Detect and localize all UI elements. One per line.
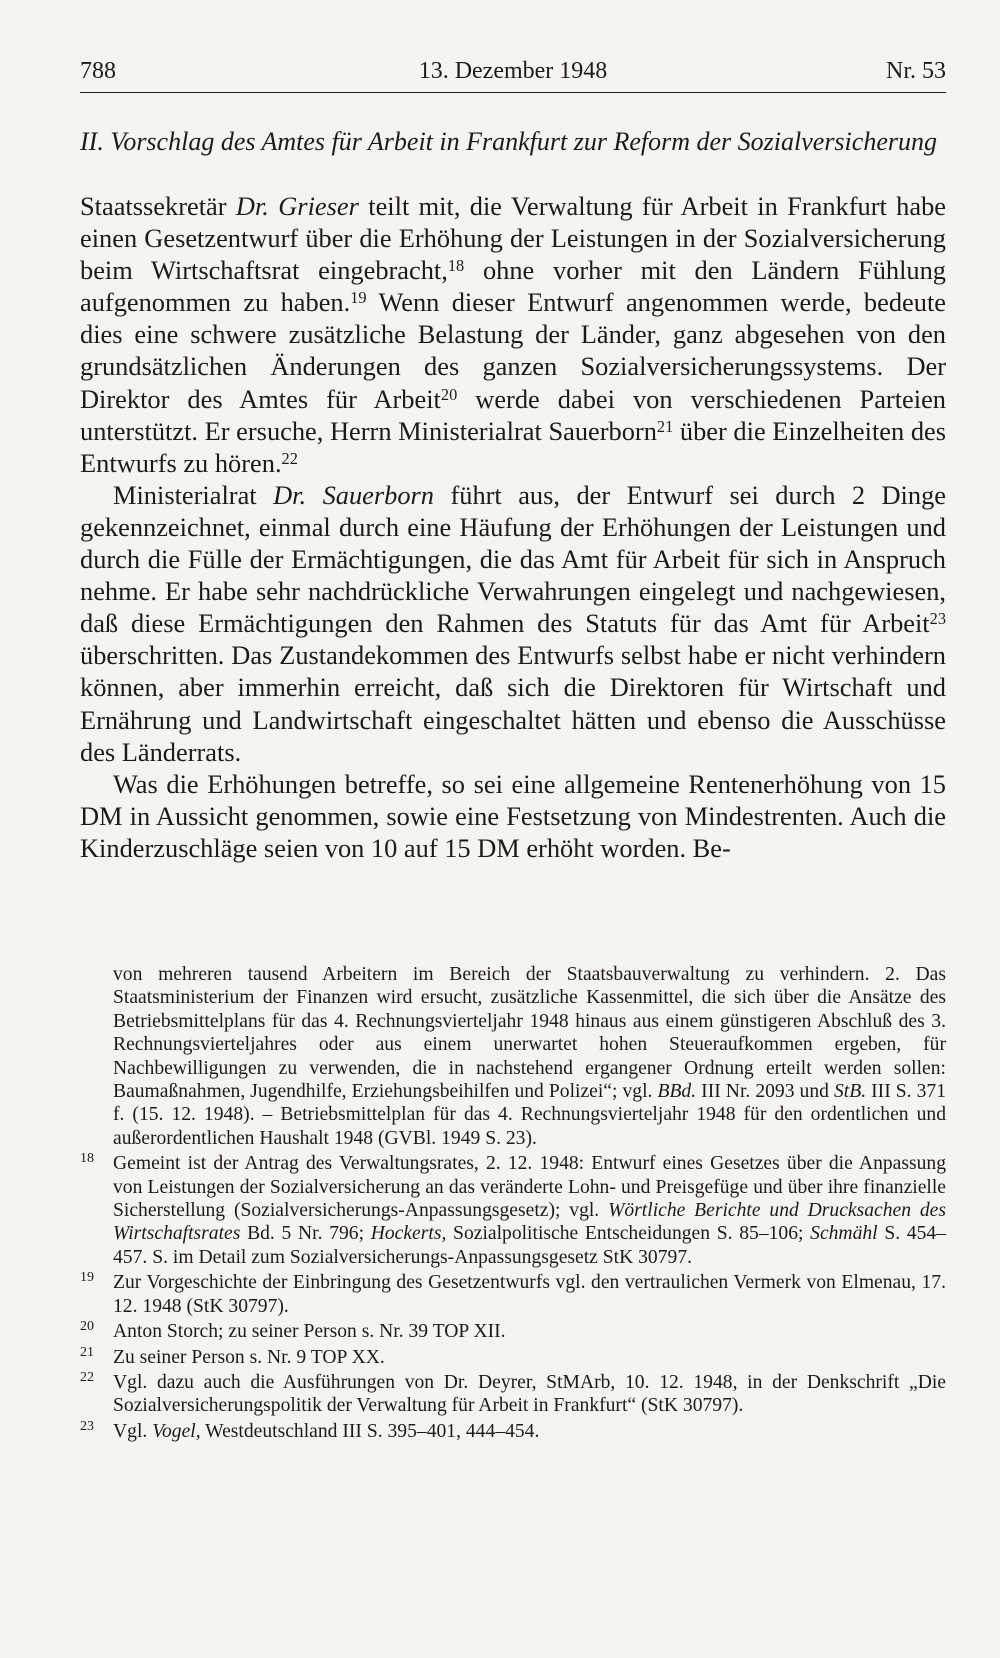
citation-italic: Schmähl xyxy=(810,1223,878,1245)
text-run: Vgl. dazu auch die Ausführungen von Dr. Deyrer, StMArb, 10. 12. 1948, in der Denkschrift „Die Sozialversicherungspolitik der Verwaltung für Arbeit in Frankfurt“ (StK 30797). xyxy=(113,1371,946,1417)
citation-italic: Vogel, xyxy=(152,1420,201,1442)
text-run: S. 454–457. S. im Detail zum Sozialversicherungs-Anpassungsgesetz StK 30797. xyxy=(113,1223,946,1268)
footnote-23 xyxy=(80,1420,946,1443)
section-title: II. Vorschlag des Amtes für Arbeit in Frankfurt zur Reform der Sozialversicherung xyxy=(80,127,937,156)
footnotes xyxy=(80,963,946,1445)
text-run: Staatssekretär xyxy=(80,191,236,221)
footnote-ref-18[interactable]: 18 xyxy=(447,256,465,276)
footnote-number: 21 xyxy=(80,1344,94,1360)
footnote-continuation xyxy=(80,963,946,1150)
text-run: III S. 371 f. (15. 12. 1948). – Betriebsmittelplan für das 4. Rechnungsvierteljahr 1948 für den ordentlichen und außerordentlichen Haushalt 1948 (GVBl. 1949 S. 23). xyxy=(113,1081,947,1149)
text-run: Ministerialrat xyxy=(113,479,274,510)
paragraph-2 xyxy=(80,479,946,768)
text-run: Anton Storch; zu seiner Person s. Nr. 39 TOP XII. xyxy=(113,1321,506,1343)
header-date: 13. Dezember 1948 xyxy=(418,58,608,84)
footnote-20 xyxy=(80,1320,946,1343)
footnote-22 xyxy=(80,1371,946,1418)
paragraph-3: Was die Erhöhungen betreffe, so sei eine allgemeine Rentenerhöhung von 15 DM in Aussicht genommen, sowie eine Festsetzung von Mindestrenten. Auch die Kinderzuschläge seien von 10 auf 15 DM erhöht worden. Be- xyxy=(80,768,946,863)
text-run: Zur Vorgeschichte der Einbringung des Gesetzentwurfs vgl. den vertraulichen Vermerk von Elmenau, 17. 12. 1948 (StK 30797). xyxy=(113,1272,946,1317)
footnote-ref-19[interactable]: 19 xyxy=(350,288,367,308)
footnote-number: 23 xyxy=(80,1418,94,1434)
header-issue-number: Nr. 53 xyxy=(886,58,946,84)
footnote-number: 20 xyxy=(80,1319,94,1335)
footnote-18 xyxy=(80,1152,946,1269)
text-run: Zu seiner Person s. Nr. 9 TOP XX. xyxy=(113,1346,385,1368)
paragraph-1 xyxy=(80,190,946,479)
text-run: teilt mit, die Verwaltung für Arbeit in Frankfurt habe einen Gesetzentwurf über die Erhöhung der Leistungen in der Sozialversicherung beim Wirtschaftsrat eingebracht, xyxy=(80,191,946,286)
running-header xyxy=(80,56,946,93)
person-name: Dr. Sauerborn xyxy=(273,479,434,510)
footnote-19 xyxy=(80,1271,946,1318)
citation-italic: Wörtliche Berichte und Drucksachen des Wirtschaftsrates xyxy=(113,1200,946,1245)
text-run: ohne vorher mit den Ländern Fühlung aufgenommen zu haben. xyxy=(80,255,947,318)
footnote-21 xyxy=(80,1346,946,1369)
main-text xyxy=(80,190,946,864)
text-run: Wenn dieser Entwurf angenommen werde, bedeute dies eine schwere zusätzliche Belastung der Länder, ganz abgesehen von den grundsätzlichen Änderungen des ganzen Sozialversicherungssystems. Der Direktor des Amtes für Arbeit xyxy=(80,287,946,414)
text-run: Vgl. xyxy=(113,1420,153,1442)
text-run: überschritten. Das Zustandekommen des Entwurfs selbst habe er nicht verhindern können, aber immerhin erreicht, daß sich die Direktoren für Wirtschaft und Ernährung und Landwirtschaft eingeschaltet hätten und ebenso die Ausschüsse des Länderrats. xyxy=(80,640,946,767)
text-run: Sozialpolitische Entscheidungen S. 85–106; xyxy=(446,1223,811,1245)
page-number: 788 xyxy=(80,58,116,84)
citation-italic: Hockerts, xyxy=(370,1223,447,1245)
text-run: werde dabei von verschiedenen Parteien unterstützt. Er ersuche, Herrn Ministerialrat Sauerborn xyxy=(80,383,947,446)
text-run: führt aus, der Entwurf sei durch 2 Dinge gekennzeichnet, einmal durch eine Häufung der Erhöhungen der Leistungen und durch die Fülle der Ermächtigungen, die das Amt für Arbeit für sich in Anspruch nehme. Er habe sehr nachdrückliche Verwahrungen eingelegt und nachgewiesen, daß diese Ermächtigungen den Rahmen des Statuts für das Amt für Arbeit xyxy=(80,479,946,639)
footnote-ref-22[interactable]: 22 xyxy=(281,448,298,468)
footnote-ref-20[interactable]: 20 xyxy=(440,384,458,404)
citation-italic: BBd. xyxy=(657,1081,697,1103)
text-run: Westdeutschland III S. 395–401, 444–454. xyxy=(200,1420,540,1442)
text-run: über die Einzelheiten des Entwurfs zu hören. xyxy=(80,415,946,478)
citation-italic: StB. xyxy=(834,1081,867,1103)
footnote-ref-23[interactable]: 23 xyxy=(929,609,946,629)
footnote-number: 19 xyxy=(80,1270,94,1286)
person-name: Dr. Grieser xyxy=(235,191,359,221)
footnote-ref-21[interactable]: 21 xyxy=(656,416,674,436)
text-run: III Nr. 2093 und xyxy=(696,1081,834,1103)
text-run: von mehreren tausend Arbeitern im Bereich der Staatsbauverwaltung zu verhindern. 2. Das Staatsministerium der Finanzen wird ersucht, zusätzliche Kassenmittel, die sich über die Ansätze des Betriebsmittelplans für das 4. Rechnungsvierteljahr 1948 hinaus aus einem günstigeren Abschluß des 3. Rechnungsvierteljahres oder aus einem unerwartet hohen Steueraufkommen ergeben, für Nachbewilligungen zu verwenden, die in nachstehend ergangener Ordnung erteilt werden sollen: Baumaßnahmen, Jugendhilfe, Erziehungsbeihilfen und Polizei“; vgl. xyxy=(113,964,946,1103)
text-run: Gemeint ist der Antrag des Verwaltungsrates, 2. 12. 1948: Entwurf eines Gesetzes über die Anpassung von Leistungen der Sozialversicherung an das veränderte Lohn- und Preisgefüge und über ihre finanzielle Sicherstellung (Sozialversicherungs-Anpassungsgesetz); vgl. xyxy=(113,1153,946,1222)
text-run: Bd. 5 Nr. 796; xyxy=(240,1223,371,1245)
footnote-number: 18 xyxy=(80,1151,94,1167)
footnote-number: 22 xyxy=(80,1369,94,1385)
